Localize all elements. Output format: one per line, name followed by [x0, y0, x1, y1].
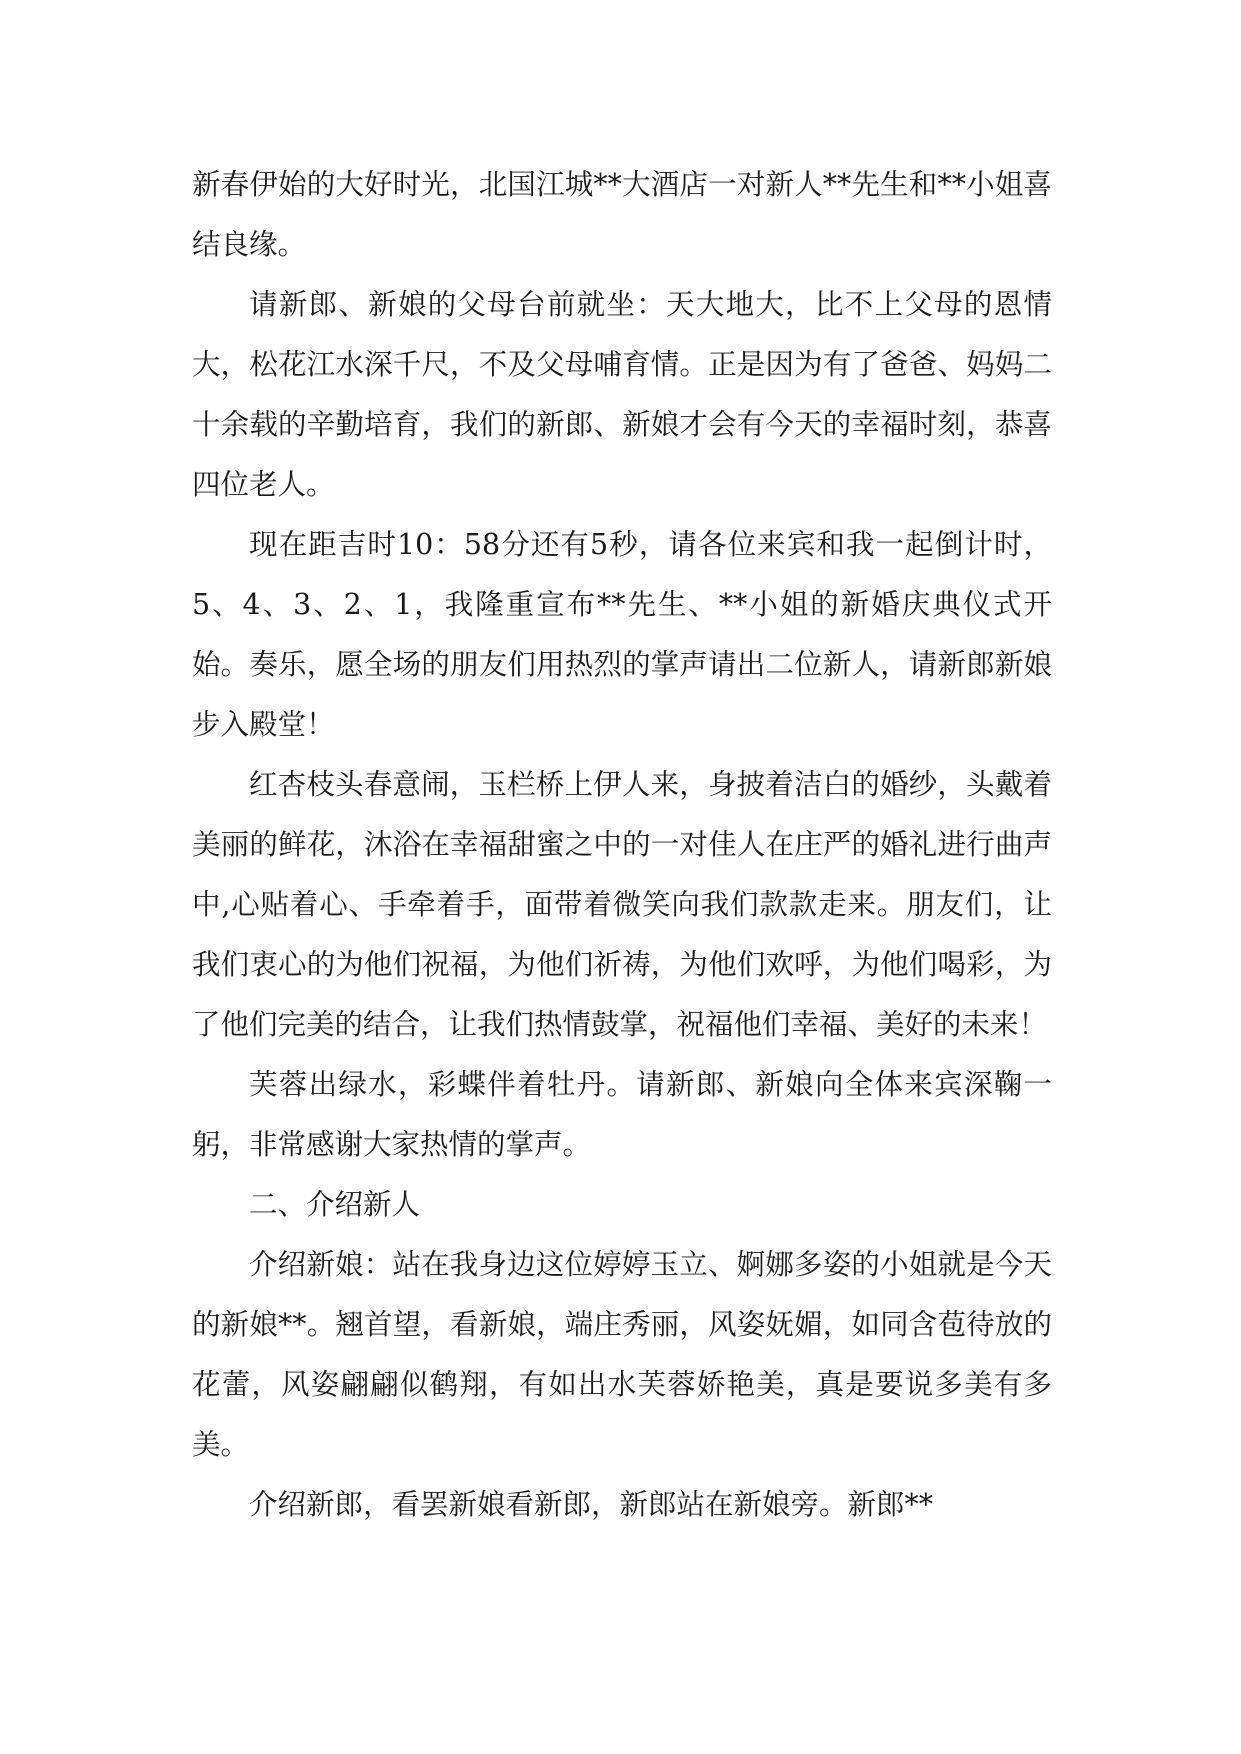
paragraph-opening: 新春伊始的大好时光，北国江城**大酒店一对新人**先生和**小姐喜结良缘。: [192, 168, 1052, 261]
document-body: [192, 155, 1052, 1535]
section-heading-introduce: 二、介绍新人: [249, 1188, 421, 1221]
paragraph-bow: 芙蓉出绿水，彩蝶伴着牡丹。请新郎、新娘向全体来宾深鞠一躬，非常感谢大家热情的掌声。: [192, 1068, 1052, 1161]
paragraph-introduce-groom: 介绍新郎，看罢新娘看新郎，新郎站在新娘旁。新郎**: [249, 1488, 934, 1521]
paragraph-couple-entrance: 红杏枝头春意闹，玉栏桥上伊人来，身披着洁白的婚纱，头戴着美丽的鲜花，沐浴在幸福甜蜜之中的一对佳人在庄严的婚礼进行曲声中,心贴着心、手牵着手，面带着微笑向我们款款走来。朋友们，让我们衷心的为他们祝福，为他们祈祷，为他们欢呼，为他们喝彩，为了他们完美的结合，让我们热情鼓掌，祝福他们幸福、美好的未来！: [192, 768, 1052, 1041]
paragraph-parents-seated: 请新郎、新娘的父母台前就坐：天大地大，比不上父母的恩情大，松花江水深千尺，不及父母哺育情。正是因为有了爸爸、妈妈二十余载的辛勤培育，我们的新郎、新娘才会有今天的幸福时刻，恭喜四位老人。: [192, 288, 1052, 501]
paragraph-countdown: 现在距吉时10：58分还有5秒，请各位来宾和我一起倒计时，5、4、3、2、1，我隆重宣布**先生、**小姐的新婚庆典仪式开始。奏乐，愿全场的朋友们用热烈的掌声请出二位新人，请新郎新娘步入殿堂！: [192, 528, 1052, 741]
paragraph-introduce-bride: 介绍新娘：站在我身边这位婷婷玉立、婀娜多姿的小姐就是今天的新娘**。翘首望，看新娘，端庄秀丽，风姿妩媚，如同含苞待放的花蕾，风姿翩翩似鹤翔，有如出水芙蓉娇艳美，真是要说多美有多美。: [192, 1248, 1052, 1461]
